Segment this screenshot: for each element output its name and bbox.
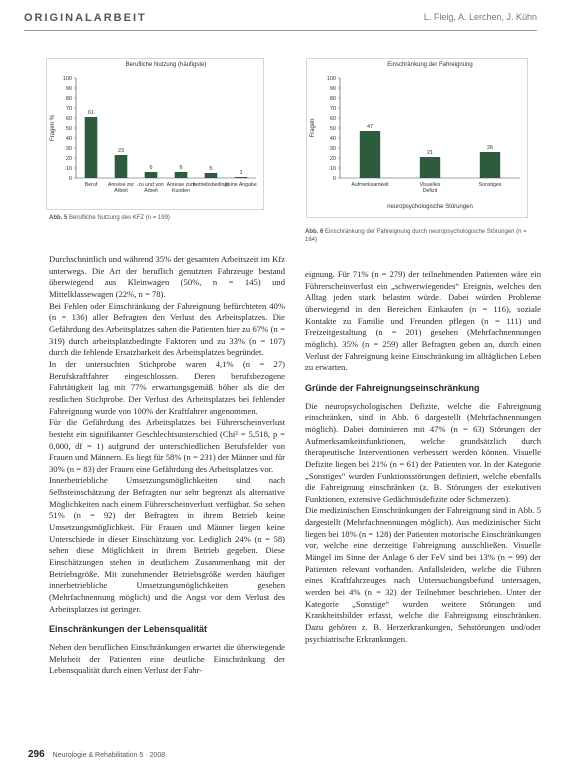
y-tick-label: 60 [65, 116, 72, 122]
y-tick-label: 90 [65, 86, 72, 92]
journal-section-label: ORIGINALARBEIT [24, 12, 147, 24]
bar-value-label: 6 [149, 165, 153, 171]
body-column-left [49, 254, 285, 677]
bar [480, 152, 500, 178]
figure-5-svg [46, 58, 264, 210]
y-tick-label: 50 [65, 126, 72, 132]
y-tick-label: 40 [65, 136, 72, 142]
y-tick-label: 40 [329, 136, 336, 142]
figure-5-caption [49, 214, 259, 222]
y-tick-label: 50 [329, 126, 336, 132]
y-tick-label: 0 [332, 176, 336, 182]
bar-value-label: 1 [239, 170, 243, 176]
bar [175, 172, 188, 178]
body-paragraph: Durchschnittlich und während 35% der gesamten Arbeitszeit im Kfz unterwegs. Die Art der beruflich genutzten Fahrzeuge bestand überwiegend aus Kleinwagen (50%, n = 145) und Mittelklassewagen (22%, n = 78). [49, 254, 285, 299]
bar-value-label: 5 [209, 166, 213, 172]
chart-title: Einschränkung der Fahreignung [387, 62, 473, 68]
chart-title: Berufliche Nutzung (häufigste) [125, 62, 207, 68]
body-paragraph: Die neuropsychologischen Defizite, welche die Fahreignung einschränken, sind in Abb. 6 dargestellt (Mehrfachnennungen möglich). Dabei dominieren mit 47% (n = 63) Störungen der Aufmerksamkeitsfunktionen, welche grundsätzlich durch therapeutische Interventionen verbessert werden können. Visuelle Defizite liegen bei 21% (n = 61) der Patienten vor. In der Kategorie „Sonstiges“ wurden Funktionsstörungen definiert, welche ebenfalls die Fahreignung einschränken (z. B. Störungen der exekutiven Funktionen, extensive Gedächtnisdefizite oder Schmerzen). [305, 400, 541, 504]
bar [145, 172, 158, 178]
bar-value-label: 23 [117, 148, 125, 154]
bar-value-label: 6 [179, 165, 183, 171]
y-tick-label: 100 [326, 76, 336, 82]
y-tick-label: 30 [65, 146, 72, 152]
y-tick-label: 10 [65, 166, 72, 172]
category-label: zu und von Arbeit [138, 182, 164, 194]
page-number: 296 [28, 749, 45, 760]
section-heading: Gründe der Fahreignungseinschränkung [305, 382, 480, 393]
bar [115, 155, 128, 178]
y-tick-label: 30 [329, 146, 336, 152]
category-label: keine Angabe [225, 182, 257, 188]
body-paragraph: Neben den beruflichen Einschränkungen erwartet die überwiegende Mehrheit der Patienten eine deutliche Einschränkung der Lebensqualität durch einen Verlust der Fahr- [49, 642, 285, 676]
category-label: Sonstiges [478, 182, 502, 188]
y-tick-label: 90 [329, 86, 336, 92]
bar-value-label: 47 [366, 124, 374, 130]
figure-5-caption-label: Abb. 5 [49, 215, 68, 221]
y-tick-label: 100 [62, 76, 72, 82]
bar [85, 117, 98, 178]
article-authors: L. Fleig, A. Lerchen, J. Kühn [423, 12, 537, 22]
body-paragraph: eignung. Für 71% (n = 279) der teilnehmenden Patienten wäre ein Führerscheinverlust ein „schwerwiegendes“ Ereignis, welches den Alltag jeden stark belasten würde. Dabei würden Probleme überwiegend in den Bereichen Einkaufen (n = 116), soziale Kontakte zu Familie und Freunden pflegen (n = 111) und Freizeitgestaltung (n = 201) gesehen (Mehrfachnennungen möglich). 35% (n = 259) aller Befragten geben an, durch einen Verlust der Fahreignung keine Einschränkung im alltäglichen Leben zu erwarten. [305, 269, 541, 373]
y-tick-label: 80 [329, 96, 336, 102]
y-tick-label: 20 [329, 156, 336, 162]
x-axis-label: neuropsychologische Störungen [387, 204, 473, 210]
category-label: Visuelles Defizit [419, 182, 441, 194]
figure-5-caption-text: Berufliche Nutzung des KFZ (n = 199) [69, 215, 170, 221]
body-paragraph: Bei Fehlen oder Einschränkung der Fahreignung befürchteten 40% (n = 136) aller Befragten den Verlust des Arbeitsplatzes. Die Gefährdung des Arbeitsplatzes sahen die Patienten hier zu 67% (n = 319) durch arbeitsplatzbedingte Faktoren und zu 33% (n = 107) durch die fehlende Ersatzbarkeit des Arbeitsplatzes begründet. [49, 300, 285, 358]
body-paragraph: Die medizinischen Einschränkungen der Fahreignung sind in Abb. 5 dargestellt (Mehrfachnennungen möglich). Aus medizinischer Sicht liegen bei 18% (n = 128) der Patienten motorische Einschränkungen vor, welche eine derzeitige Fahreignung ausschließen. Visuelle Mängel im Sinne der Anlage 6 der FeV sind bei 13% (n = 99) der Patienten relevant vorhanden. Anfallsleiden, welche die Führen eines Kraftfahrzeuges nach Untersuchungsbefund untersagen, werden bei 4% (n = 32) der Teilnehmer beschrieben. Unter der Kategorie „Sonstige“ wurden weitere Störungen und Krankheitsbilder erfasst, welche die Fahreignung einschränken. Dazu gehören z. B. Herzerkrankungen, Sehstörungen und/oder psychiatrische Erkrankungen. [305, 505, 541, 644]
figure-6-caption-label: Abb. 6 [305, 229, 324, 235]
figure-5-chart [46, 58, 264, 210]
category-label: Anreise zur Arbeit [107, 182, 135, 194]
figure-6-caption-text: Einschränkung der Fahreignung durch neuropsychologische Störungen (n = 164) [305, 229, 527, 243]
body-column-right [305, 269, 541, 645]
bar [235, 177, 248, 178]
category-label: Beruf [84, 182, 98, 188]
body-paragraph: In der untersuchten Stichprobe waren 4,1% (n = 27) Berufskraftfahrer eingeschlossen. Deren berufsbezogene Fahrtätigkeit lag mit 77% erwartungsgemäß höher als die der restlichen Stichprobe. Der Verlust des Arbeitsplatzes bei fehlender Fahreignung wurde von 100% der Kraftfahrer angenommen. [49, 358, 285, 416]
category-label: betriebsbedingt [193, 182, 229, 188]
y-tick-label: 0 [68, 176, 72, 182]
y-tick-label: 70 [329, 106, 336, 112]
bar-value-label: 61 [87, 110, 95, 116]
bar [205, 173, 218, 178]
figure-6-caption [305, 228, 533, 244]
header-rule [24, 30, 537, 31]
bar [420, 157, 440, 178]
category-label: Aufmerksamkeit [351, 182, 389, 188]
body-paragraph: Innerbetriebliche Umsetzungsmöglichkeiten sind nach Selbsteinschätzung der Befragten nur sehr begrenzt als alternative Möglichkeiten nach einem Führerscheinverlust verfügbar. So sehen 51% (n = 92) der Befragten in ihrem Betrieb keine Umsetzungsmöglichkeit. Für Frauen und Männer liegen keine Unterschiede in dieser Einschätzung vor. Lediglich 24% (n = 58) sehen diese Möglichkeit in ihrem Betrieb gegeben. Diese Einschätzungen stehen in deutlichem Zusammenhang mit der Betriebsgröße. Mit zunehmender Betriebsgröße werden häufiger innerbetriebliche Umsetzungsmöglichkeiten gesehen (Mehrfachnennung möglich) und die Angst vor dem Verlust des Arbeitsplatzes ist geringer. [49, 475, 285, 614]
journal-name: Neurologie & Rehabilitation 5 · 2008 [52, 752, 166, 759]
y-axis-label: Fragen [310, 118, 316, 138]
figure-6-chart [306, 58, 528, 218]
category-label: Anreise zum Kunden [166, 182, 196, 194]
figure-6-svg [306, 58, 528, 218]
section-heading: Einschränkungen der Lebensqualität [49, 624, 208, 635]
y-tick-label: 70 [65, 106, 72, 112]
body-paragraph: Für die Gefährdung des Arbeitsplatzes bei Führerscheinverlust besteht ein signifikanter Geschlechtsunterschied (Chi² = 5,518, p = 0,000, df = 1) aufgrund der unterschiedlichen Berufsfelder von Frauen und Männern. Es liegt für 58% (n = 231) der Männer und für 30% (n = 83) der Frauen eine Gefährdung des Arbeitsplatzes vor. [49, 417, 285, 474]
bar-value-label: 26 [486, 145, 494, 151]
page-footer [28, 749, 165, 760]
bar-value-label: 21 [426, 150, 434, 156]
y-tick-label: 60 [329, 116, 336, 122]
bar [360, 131, 380, 178]
y-tick-label: 80 [65, 96, 72, 102]
y-axis-label: Fragen % [50, 114, 56, 142]
y-tick-label: 20 [65, 156, 72, 162]
y-tick-label: 10 [329, 166, 336, 172]
